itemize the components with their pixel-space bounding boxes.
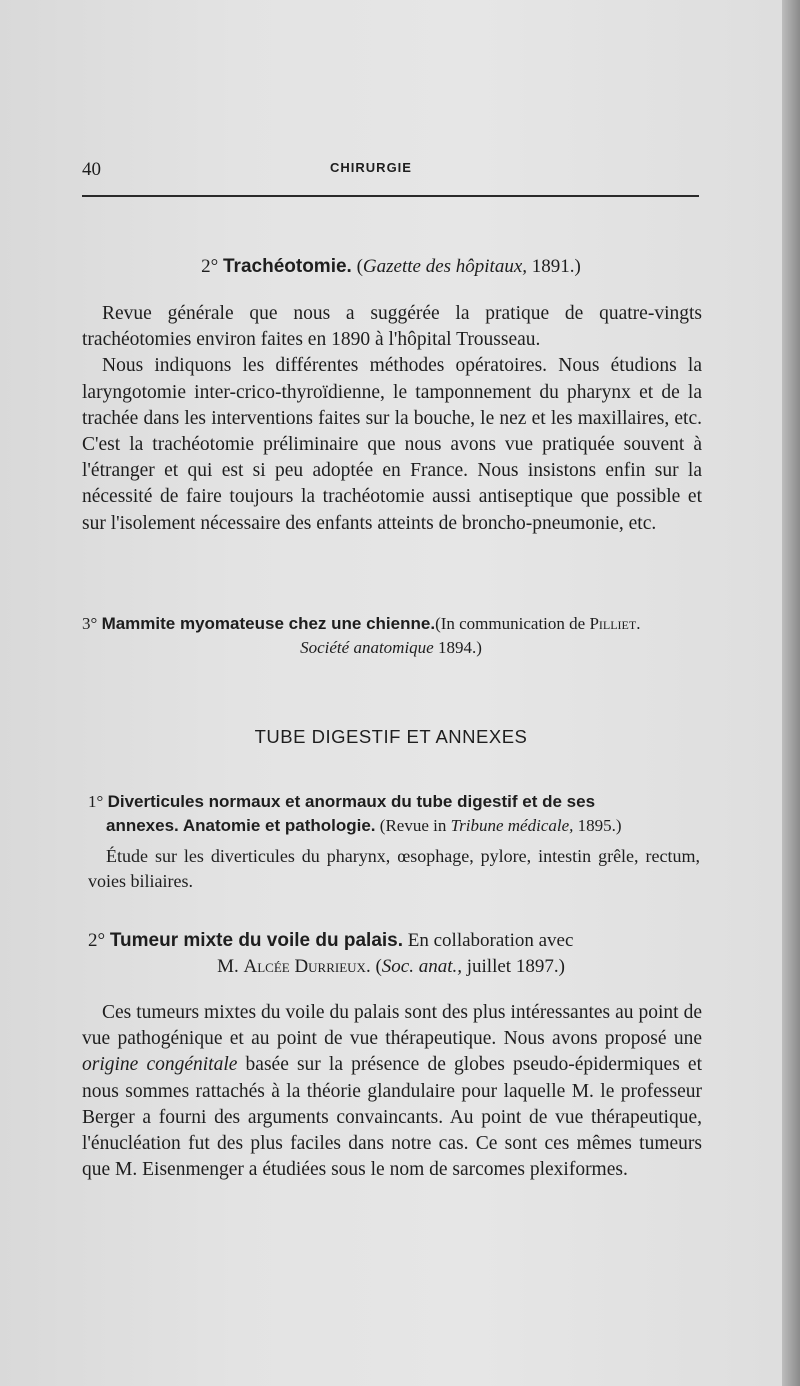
section-title: TUBE DIGESTIF ET ANNEXES	[254, 726, 528, 747]
header-rule	[82, 195, 699, 197]
trach-paragraph-1: Revue générale que nous a suggérée la pratique de quatre-vingts trachéotomies environ faites en 1890 à l'hôpital Trousseau.	[82, 303, 702, 351]
trach-source-year: 1891.)	[527, 256, 581, 277]
divert-source-journal: Tribune médicale,	[450, 816, 574, 835]
tumeur-collab: En collaboration avec	[403, 930, 574, 951]
tumeur-title: Tumeur mixte du voile du palais.	[109, 930, 404, 951]
tumeur-paragraph	[82, 1000, 702, 1183]
divert-heading-line1	[88, 790, 700, 814]
mammite-source-year: 1894.)	[433, 638, 482, 657]
divert-paragraph: Étude sur les diverticules du pharynx, œsophage, pylore, intestin grêle, rectum, voies biliaires.	[88, 846, 700, 891]
trach-body	[82, 301, 702, 537]
divert-source-open: (Revue in	[379, 816, 451, 835]
trach-source-journal: Gazette des hôpitaux,	[362, 256, 528, 277]
trach-title: Trachéotomie.	[223, 256, 352, 277]
tumeur-collab-name: Alcée Durrieux.	[243, 956, 371, 977]
tumeur-source-open: (	[370, 956, 382, 977]
tumeur-source	[0, 956, 782, 978]
tumeur-number: 2°	[88, 930, 106, 951]
page-number: 40	[82, 159, 101, 180]
tumeur-collab-prefix: M.	[217, 956, 244, 977]
tumeur-heading	[88, 930, 702, 952]
trach-source-open: (	[356, 256, 363, 277]
trach-paragraph-2: Nous indiquons les différentes méthodes opératoires. Nous étudions la laryngotomie inter-crico-thyroïdienne, le tamponnement du pharynx et de la trachée dans les interventions faites sur la bouche, le nez et les maxillaires, etc. C'est la trachéotomie préliminaire que nous avons vue pratiquée souvent à l'étranger et qui est si peu adoptée en France. Nous insistons enfin sur la nécessité de faire toujours la trachéotomie aussi antiseptique que possible et sur l'isolement nécessaire des enfants atteints de broncho-pneumonie, etc.	[82, 355, 702, 534]
divert-heading-line2	[88, 814, 700, 838]
running-title: CHIRURGIE	[330, 160, 412, 175]
divert-title-line1: Diverticules normaux et anormaux du tube digestif et de ses	[107, 792, 596, 811]
trach-number: 2°	[201, 256, 219, 277]
divert-number: 1°	[88, 792, 104, 811]
mammite-collab-name: Pilliet.	[589, 614, 641, 633]
mammite-title: Mammite myomateuse chez une chienne.	[101, 614, 436, 633]
divert-heading	[88, 790, 700, 838]
mammite-heading	[82, 612, 702, 636]
mammite-collab: (In communication de	[435, 614, 590, 633]
tumeur-source-year: juillet 1897.)	[462, 956, 565, 977]
mammite-number: 3°	[82, 614, 98, 633]
divert-source-year: 1895.)	[573, 816, 622, 835]
tumeur-paragraph-post: basée sur la présence de globes pseudo-épidermiques et nous sommes rattachés à la théorie glandulaire pour laquelle M. le professeur Berger a fourni des arguments convaincants. Au point de vue thérapeutique, l'énucléation fut des plus faciles dans notre cas. Ce sont ces mêmes tumeurs que M. Eisenmenger a étudiées sous le nom de sarcomes plexiformes.	[82, 1054, 702, 1181]
page-edge	[782, 0, 800, 1386]
mammite-source	[0, 636, 782, 660]
tumeur-source-journal: Soc. anat.,	[381, 956, 462, 977]
divert-title-line2: annexes. Anatomie et pathologie.	[106, 816, 376, 835]
trach-heading	[0, 256, 782, 278]
tumeur-paragraph-pre: Ces tumeurs mixtes du voile du palais sont des plus intéressantes au point de vue pathogénique et au point de vue thérapeutique. Nous avons proposé une	[82, 1002, 702, 1050]
mammite-source-journal: Société anatomique	[300, 638, 434, 657]
tumeur-paragraph-italic: origine congénitale	[82, 1054, 238, 1076]
